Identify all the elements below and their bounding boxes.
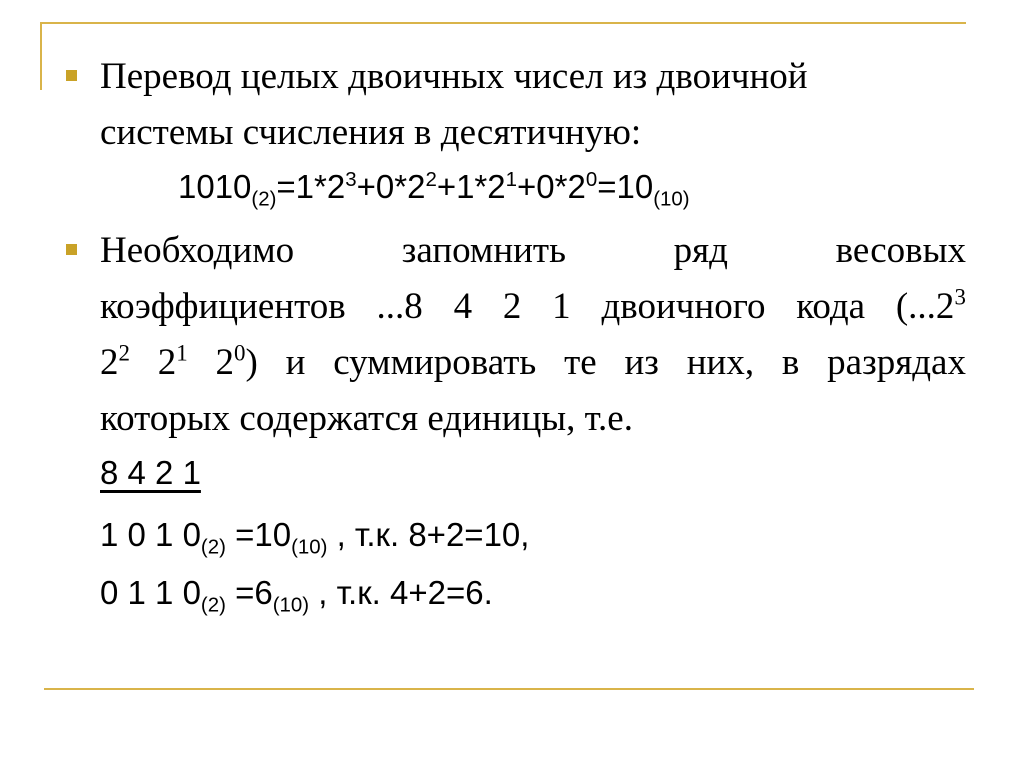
word: из	[624, 342, 659, 383]
example-1-eq: =10	[225, 516, 292, 553]
example-2-eq: =6	[225, 574, 273, 611]
top-rule	[40, 22, 966, 24]
bullet1-line1: Перевод целых двоичных чисел из двоичной	[100, 56, 808, 97]
example-2-sub-base: (2)	[200, 593, 226, 617]
formula-exp-2: 2	[425, 168, 437, 191]
weights-row: 8 4 2 1	[100, 454, 201, 491]
formula-base-sub: (2)	[251, 187, 277, 211]
example-1-tail: , т.к. 8+2=10,	[327, 516, 530, 553]
example-1-sub-result: (10)	[291, 535, 328, 559]
example-2-digits: 0 1 1 0	[100, 574, 201, 611]
word: них,	[686, 342, 755, 383]
example-2-tail: , т.к. 4+2=6.	[309, 574, 493, 611]
word: 1	[552, 286, 571, 327]
left-rule	[40, 22, 42, 90]
formula-term-2: +0*2	[356, 168, 426, 205]
example-1-sub-base: (2)	[200, 535, 226, 559]
word: 2	[502, 286, 522, 327]
bullet2-line2	[100, 284, 966, 327]
example-2	[100, 574, 493, 617]
word: 4	[453, 286, 473, 327]
formula-term-1: =1*2	[276, 168, 346, 205]
example-1	[100, 516, 530, 559]
formula-exp-4: 0	[585, 168, 598, 191]
formula-result-sub: (10)	[653, 187, 690, 211]
formula-base-number: 1010	[178, 168, 252, 205]
formula-result: =10	[597, 168, 654, 205]
bullet1-line2: системы счисления в десятичную:	[100, 112, 642, 153]
example-2-sub-result: (10)	[272, 593, 310, 617]
word: в	[781, 342, 800, 383]
formula-term-3: +1*2	[436, 168, 506, 205]
formula-term-4: +0*2	[517, 168, 586, 205]
word: суммировать	[333, 342, 537, 383]
word: коэффициентов	[100, 286, 346, 327]
word: двоичного	[601, 286, 766, 327]
word: ряд	[673, 230, 728, 271]
word: запомнить	[401, 230, 566, 271]
bullet-marker-2	[66, 244, 77, 255]
conversion-formula	[178, 168, 690, 211]
word: и	[285, 342, 306, 383]
bullet2-line3	[100, 340, 966, 383]
word: разрядах	[827, 342, 966, 383]
formula-exp-3: 1	[505, 168, 518, 191]
bullet2-line1	[100, 232, 966, 269]
word: ...8	[376, 286, 423, 327]
word: Необходимо	[100, 230, 295, 271]
power-term: $2^0$)	[215, 340, 258, 383]
bullet-marker-1	[66, 70, 77, 81]
power-term: $2^1$	[157, 340, 188, 383]
formula-exp-1: 3	[345, 168, 357, 191]
bullet2-line4: которых содержатся единицы, т.е.	[100, 398, 633, 439]
word-with-power: (...2$^3$	[895, 284, 966, 327]
power-term: $2^2$	[100, 340, 130, 383]
example-1-digits: 1 0 1 0	[100, 516, 201, 553]
word: весовых	[835, 230, 966, 271]
word: те	[564, 342, 597, 383]
bottom-rule	[44, 688, 974, 690]
word: кода	[796, 286, 866, 327]
